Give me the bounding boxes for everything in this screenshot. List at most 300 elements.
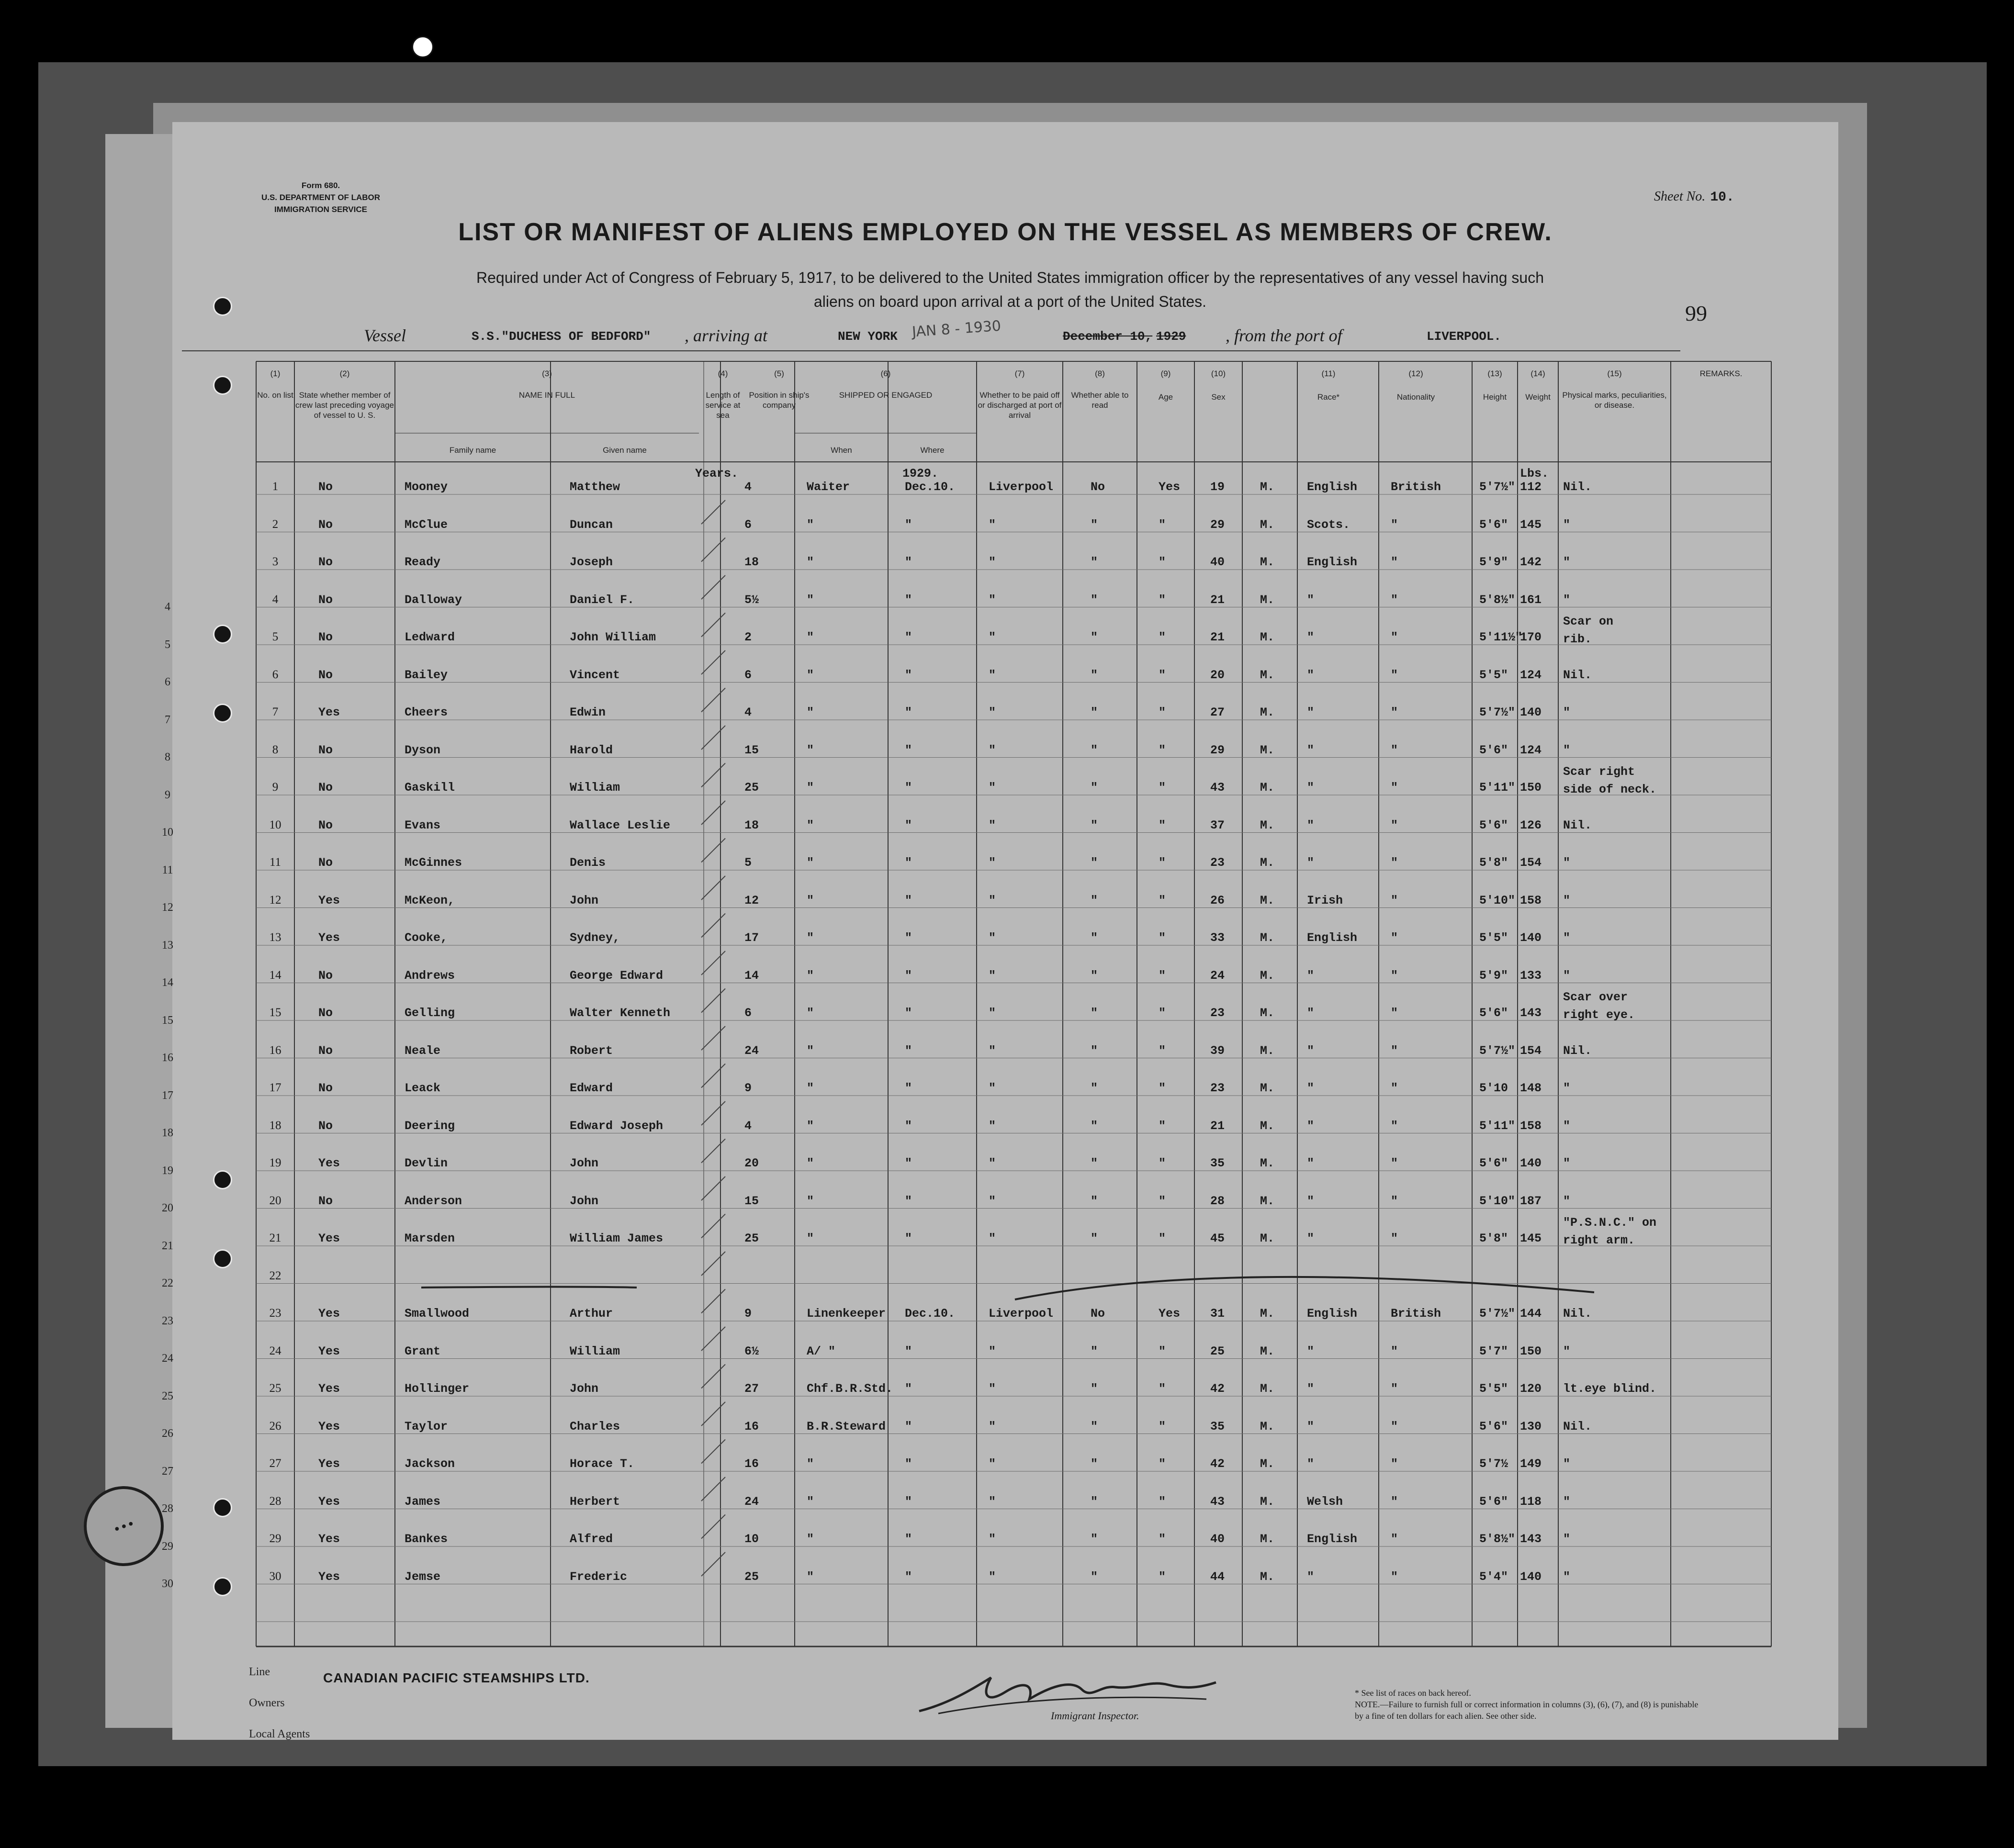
circular-stamp: ● ● ● [84,1486,164,1566]
shipped-when-cell: " [905,1043,912,1058]
physical-marks-cell: " [1563,1156,1571,1170]
position-cell: " [807,1119,814,1133]
sex-cell: M. [1260,1494,1275,1509]
paid-off-cell: No [1091,480,1105,494]
unit-year-shipped: 1929. [902,467,939,481]
nationality-cell: " [1391,593,1398,607]
race-cell: " [1307,593,1315,607]
column-label: Family name [449,446,496,455]
arrival-port: NEW YORK [838,329,898,344]
column-label: Race* [1317,392,1340,402]
height-cell: 5'7½" [1479,480,1516,494]
col-when [795,445,888,455]
family-name-cell: Dyson [405,743,441,757]
shipped-where-cell: " [989,743,996,757]
nationality-cell: " [1391,856,1398,870]
shipped-when-cell: " [905,1569,912,1584]
nationality-cell: " [1391,1081,1398,1095]
nationality-cell: " [1391,1419,1398,1434]
column-number: (13) [1487,369,1502,378]
row-number-cell: 4 [272,593,279,606]
shipped-when-cell: " [905,1156,912,1170]
col-height [1472,369,1518,402]
age-cell: 42 [1210,1457,1225,1471]
weight-cell: 124 [1520,668,1542,682]
paid-off-cell: " [1091,893,1098,907]
nationality-cell: " [1391,668,1398,682]
family-name-cell: Taylor [405,1419,448,1434]
subtitle-line-1: Required under Act of Congress of February 5, 1917, to be delivered to the United States immigration officer by the representatives of any vessel having such [476,269,1544,286]
age-cell: 43 [1210,781,1225,795]
paid-off-cell: " [1091,1419,1098,1434]
height-cell: 5'6" [1479,1006,1508,1020]
check-mark [701,1402,725,1426]
department: U.S. DEPARTMENT OF LABOR [261,193,381,202]
race-cell: " [1307,1344,1315,1358]
able-to-read-cell: Yes [1159,480,1181,494]
sex-cell: M. [1260,818,1275,832]
sex-cell: M. [1260,856,1275,870]
paid-off-cell: " [1091,1006,1098,1020]
column-label: No. on list [257,391,293,400]
family-name-cell: Jackson [405,1457,455,1471]
sex-cell: M. [1260,555,1275,569]
shipped-where-cell: " [989,1043,996,1058]
sex-cell: M. [1260,668,1275,682]
position-cell: " [807,593,814,607]
shipped-where-cell: " [989,1232,996,1245]
shipped-when-cell: " [905,818,912,832]
shipped-when-cell: " [905,1081,912,1095]
age-cell: 23 [1210,856,1225,870]
position-cell: " [807,555,814,569]
check-mark [701,1101,725,1125]
shipped-when-cell: Dec.10. [905,480,956,494]
able-to-read-cell: " [1159,743,1166,757]
position-cell: " [807,1006,814,1020]
prev-voyage-cell: No [318,668,333,682]
physical-marks-cell: lt.eye blind. [1563,1382,1657,1396]
column-label: REMARKS. [1699,369,1743,378]
row-number-cell: 3 [272,555,279,568]
shipped-when-cell: " [905,1119,912,1133]
service-length-cell: 15 [744,1194,759,1208]
family-name-cell: Mooney [405,480,448,494]
col-length-service [704,369,742,420]
check-mark [701,763,725,787]
weight-cell: 124 [1520,743,1542,757]
physical-marks-cell: " [1563,1569,1571,1584]
physical-marks-cell: " [1563,743,1571,757]
service-length-cell: 2 [744,630,752,644]
shipped-where-cell: " [989,968,996,983]
col-able-to-read [1063,369,1137,410]
weight-cell: 149 [1520,1457,1542,1471]
able-to-read-cell: " [1159,1156,1166,1170]
physical-marks-cell: " [1563,706,1571,719]
race-cell: Scots. [1307,517,1350,532]
able-to-read-cell: " [1159,706,1166,719]
row-number-cell: 30 [269,1569,281,1583]
shipped-where-cell: " [989,1419,996,1434]
prev-voyage-cell: Yes [318,931,340,945]
given-name-cell: John [570,1194,599,1208]
position-cell: " [807,1194,814,1208]
service-length-cell: 9 [744,1307,752,1321]
check-mark [701,801,725,825]
shipped-where-cell: " [989,1344,996,1358]
sex-cell: M. [1260,1119,1275,1133]
shipped-when-cell: " [905,1232,912,1245]
age-cell: 25 [1210,1344,1225,1358]
position-cell: " [807,630,814,644]
height-cell: 5'6" [1479,1494,1508,1509]
row-number-cell: 22 [269,1269,281,1282]
check-mark [701,1289,725,1313]
height-cell: 5'7½ [1479,1457,1508,1471]
sex-cell: M. [1260,1194,1275,1208]
torn-line-number: 26 [162,1427,173,1440]
col-age [1137,369,1194,402]
family-name-cell: McClue [405,517,448,532]
torn-line-number: 9 [165,788,170,801]
service-length-cell: 17 [744,931,759,945]
prev-voyage-cell: Yes [318,1382,340,1396]
able-to-read-cell: " [1159,1119,1166,1133]
weight-cell: 130 [1520,1419,1542,1434]
physical-marks-cell: " [1563,555,1571,569]
family-name-cell: Cooke, [405,931,448,945]
given-name-cell: William James [570,1232,664,1245]
height-cell: 5'10 [1479,1081,1508,1095]
weight-cell: 140 [1520,706,1542,719]
col-sex [1194,369,1242,402]
company-name: CANADIAN PACIFIC STEAMSHIPS LTD. [323,1670,590,1685]
prev-voyage-cell: Yes [318,893,340,907]
physical-marks-cell: " [1563,1457,1571,1471]
column-number: (9) [1160,369,1171,378]
family-name-cell: Jemse [405,1569,441,1584]
family-name-cell: Leack [405,1081,441,1095]
given-name-cell: Matthew [570,480,620,494]
service-length-cell: 9 [744,1081,752,1095]
able-to-read-cell: " [1159,1081,1166,1095]
check-mark [701,914,725,938]
prev-voyage-cell: Yes [318,1532,340,1546]
position-cell: " [807,743,814,757]
service-length-cell: 18 [744,555,759,569]
check-mark [701,1552,725,1576]
service-length-cell: 5½ [744,593,759,607]
column-label: Length of service at sea [705,391,741,420]
row-number-cell: 19 [269,1156,281,1169]
given-name-cell: Joseph [570,555,613,569]
unit-years: Years. [695,467,739,481]
position-cell: Linenkeeper [807,1307,886,1321]
column-label: Physical marks, peculiarities, or disease. [1562,391,1667,410]
nationality-cell: " [1391,1232,1398,1245]
prev-voyage-cell: Yes [318,1569,340,1584]
column-label: Where [920,446,945,455]
race-cell: " [1307,1081,1315,1095]
torn-line-number: 27 [162,1465,173,1478]
height-cell: 5'11" [1479,781,1516,795]
given-name-cell: Arthur [570,1307,613,1321]
race-cell: " [1307,630,1315,644]
paid-off-cell: " [1091,1569,1098,1584]
col-physical-marks [1558,369,1671,410]
race-cell: " [1307,1156,1315,1170]
row-number-cell: 26 [269,1419,281,1433]
family-name-cell: Bankes [405,1532,448,1546]
position-cell: " [807,968,814,983]
family-name-cell: McKeon, [405,893,455,907]
shipped-when-cell: " [905,1419,912,1434]
height-cell: 5'11" [1479,1119,1516,1133]
weight-cell: 161 [1520,593,1542,607]
given-name-cell: Vincent [570,668,620,682]
prev-voyage-cell: No [318,743,333,757]
prev-voyage-cell: No [318,1081,333,1095]
able-to-read-cell: " [1159,1344,1166,1358]
row-number-cell: 25 [269,1382,281,1395]
torn-line-number: 22 [162,1277,173,1289]
given-name-cell: John [570,893,599,907]
column-number: (15) [1607,369,1622,378]
age-cell: 29 [1210,517,1225,532]
nationality-cell: " [1391,1156,1398,1170]
physical-marks-cell-line2: right arm. [1563,1233,1635,1247]
position-cell: " [807,893,814,907]
weight-cell: 133 [1520,968,1542,983]
row-number-cell: 8 [272,743,279,756]
weight-cell: 112 [1520,480,1542,494]
shipped-when-cell: " [905,893,912,907]
torn-line-number: 13 [162,939,173,952]
able-to-read-cell: " [1159,517,1166,532]
col-nationality [1360,369,1472,402]
check-mark [701,1064,725,1088]
nationality-cell: " [1391,1532,1398,1546]
weight-cell: 140 [1520,1569,1542,1584]
prev-voyage-cell: No [318,480,333,494]
nationality-cell: " [1391,1194,1398,1208]
given-name-cell: William [570,781,620,795]
age-cell: 26 [1210,893,1225,907]
sex-cell: M. [1260,743,1275,757]
sex-cell: M. [1260,1457,1275,1471]
check-mark [701,1026,725,1050]
torn-line-number: 21 [162,1239,173,1252]
paid-off-cell: " [1091,818,1098,832]
service-length-cell: 10 [744,1532,759,1546]
shipped-when-cell: " [905,781,912,795]
physical-marks-cell: " [1563,1119,1571,1133]
able-to-read-cell: " [1159,781,1166,795]
column-number: (4) [718,369,728,378]
family-name-cell: Ready [405,555,441,569]
row-number-cell: 5 [272,630,279,643]
sex-cell: M. [1260,517,1275,532]
torn-line-number: 23 [162,1314,173,1327]
family-name-cell: Devlin [405,1156,448,1170]
race-cell: English [1307,555,1358,569]
height-cell: 5'9" [1479,555,1508,569]
nationality-cell: " [1391,1119,1398,1133]
shipped-when-cell: " [905,1382,912,1396]
age-cell: 29 [1210,743,1225,757]
physical-marks-cell: " [1563,517,1571,532]
torn-line-number: 19 [162,1164,173,1177]
age-cell: 21 [1210,593,1225,607]
given-name-cell: Robert [570,1043,613,1058]
race-cell: " [1307,1194,1315,1208]
height-cell: 5'8" [1479,856,1508,870]
nationality-cell: " [1391,630,1398,644]
height-cell: 5'5" [1479,931,1508,945]
col-family-name [395,445,551,455]
prev-voyage-cell: No [318,781,333,795]
race-cell: English [1307,1307,1358,1321]
check-mark [701,1327,725,1351]
able-to-read-cell: " [1159,893,1166,907]
unit-lbs: Lbs. [1520,467,1549,481]
shipped-where-cell: Liverpool [989,480,1054,494]
shipped-where-cell: " [989,555,996,569]
age-cell: 20 [1210,668,1225,682]
column-label: When [831,446,852,455]
prev-voyage-cell: No [318,968,333,983]
family-name-cell: Evans [405,818,441,832]
prev-voyage-cell: Yes [318,1457,340,1471]
column-number: (11) [1321,369,1336,378]
sex-cell: M. [1260,1043,1275,1058]
from-port: LIVERPOOL. [1427,329,1502,344]
col-previous-voyage [294,369,395,420]
group-separator-stroke [421,1277,1594,1299]
sex-cell: M. [1260,1532,1275,1546]
torn-line-number: 24 [162,1352,173,1365]
race-cell: " [1307,856,1315,870]
given-name-cell: Edward [570,1081,613,1095]
torn-line-number: 10 [162,826,173,839]
age-cell: 42 [1210,1382,1225,1396]
race-cell: " [1307,1382,1315,1396]
row-number-cell: 12 [269,893,281,907]
shipped-where-cell: " [989,668,996,682]
physical-marks-cell: " [1563,593,1571,607]
race-cell: " [1307,1457,1315,1471]
age-cell: 35 [1210,1156,1225,1170]
shipped-where-cell: " [989,1119,996,1133]
nationality-cell: " [1391,517,1398,532]
weight-cell: 170 [1520,630,1542,644]
shipped-where-cell: " [989,1532,996,1546]
given-name-cell: Daniel F. [570,593,635,607]
shipped-when-cell: " [905,968,912,983]
service-length-cell: 16 [744,1419,759,1434]
position-cell: " [807,1232,814,1245]
column-number: (14) [1530,369,1545,378]
position-cell: " [807,1569,814,1584]
height-cell: 5'6" [1479,743,1508,757]
weight-cell: 140 [1520,1156,1542,1170]
position-cell: " [807,668,814,682]
torn-line-number: 18 [162,1127,173,1139]
given-name-cell: John [570,1382,599,1396]
check-mark [701,1477,725,1501]
race-cell: " [1307,1232,1315,1245]
column-number: (8) [1095,369,1105,378]
position-cell: " [807,517,814,532]
prev-voyage-cell: No [318,856,333,870]
column-label: NAME IN FULL [518,391,575,400]
row-number-cell: 16 [269,1043,281,1057]
weight-cell: 140 [1520,931,1542,945]
paid-off-cell: " [1091,555,1098,569]
age-cell: 23 [1210,1081,1225,1095]
paid-off-cell: No [1091,1307,1105,1321]
physical-marks-cell: Nil. [1563,480,1592,494]
position-cell: " [807,1532,814,1546]
position-cell: " [807,818,814,832]
shipped-when-cell: " [905,1457,912,1471]
height-cell: 5'8½" [1479,1532,1516,1546]
column-number: (6) [880,369,891,378]
family-name-cell: Grant [405,1344,441,1358]
service-length-cell: 6 [744,1006,752,1020]
able-to-read-cell: Yes [1159,1307,1181,1321]
height-cell: 5'5" [1479,668,1508,682]
family-name-cell: Dalloway [405,593,462,607]
weight-cell: 187 [1520,1194,1542,1208]
shipped-when-cell: " [905,1494,912,1509]
col-remarks [1671,369,1771,379]
page-number: 99 [1685,301,1707,325]
prev-voyage-cell: No [318,1043,333,1058]
family-name-cell: Hollinger [405,1382,470,1396]
race-cell: " [1307,1006,1315,1020]
shipped-when-cell: " [905,1194,912,1208]
sex-cell: M. [1260,1232,1275,1245]
race-cell: " [1307,781,1315,795]
shipped-when-cell: " [905,593,912,607]
paid-off-cell: " [1091,781,1098,795]
prev-voyage-cell: No [318,593,333,607]
service-length-cell: 12 [744,893,759,907]
check-mark [701,1176,725,1200]
row-number-cell: 20 [269,1194,281,1207]
column-label: Height [1483,392,1507,402]
shipped-where-cell: " [989,931,996,945]
physical-marks-cell-line2: rib. [1563,632,1592,646]
column-label: Whether able to read [1071,391,1129,410]
able-to-read-cell: " [1159,1194,1166,1208]
shipped-where-cell: Liverpool [989,1307,1054,1321]
column-label: SHIPPED OR ENGAGED [839,391,933,400]
position-cell: " [807,856,814,870]
shipped-where-cell: " [989,1569,996,1584]
column-label: State whether member of crew last preceding voyage of vessel to U. S. [295,391,394,420]
paid-off-cell: " [1091,1382,1098,1396]
weight-cell: 148 [1520,1081,1542,1095]
nationality-cell: " [1391,1569,1398,1584]
torn-line-number: 15 [162,1014,173,1027]
paid-off-cell: " [1091,1081,1098,1095]
check-mark [701,989,725,1013]
footnote-races: * See list of races on back hereof. [1355,1688,1471,1698]
sheet-value: 10. [1710,190,1734,205]
